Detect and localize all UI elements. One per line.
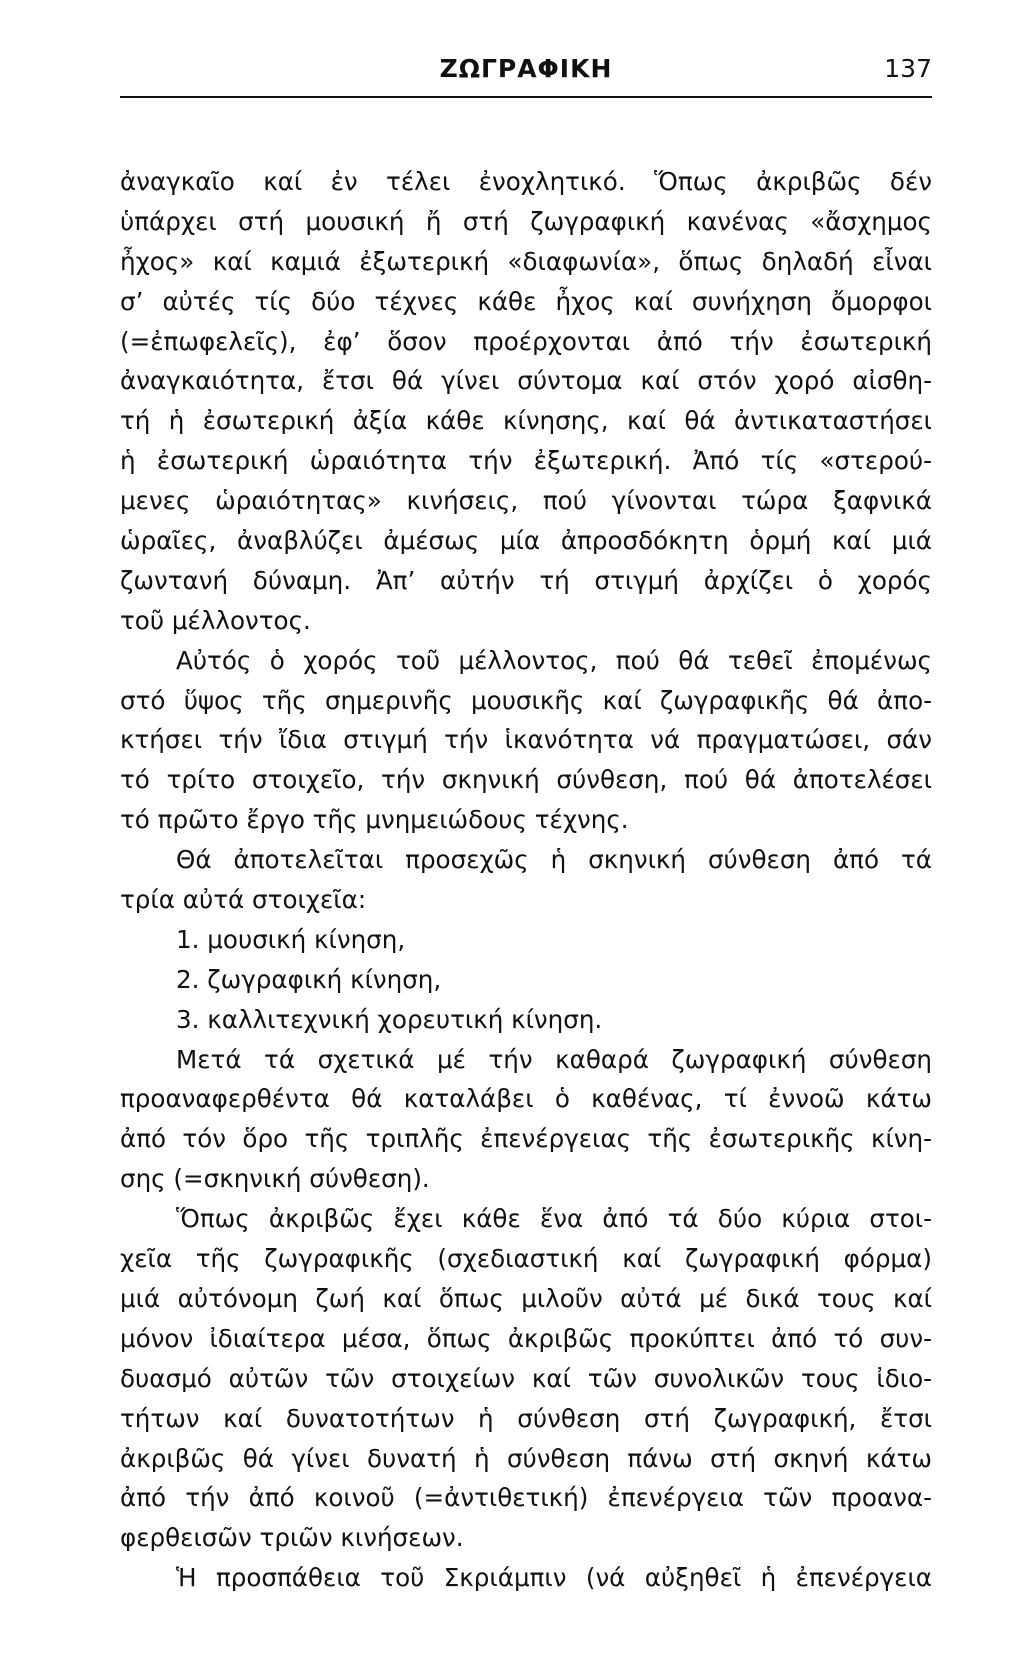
page-number: 137	[884, 54, 932, 83]
text-line: Ὅπως ἀκριβῶς ἔχει κάθε ἕνα ἀπό τά δύο κύρια στοι-	[176, 1204, 932, 1234]
text-line: (=ἐπωφελεῖς), ἐφ’ ὅσον προέρχονται ἀπό τήν ἐσωτερική	[120, 326, 932, 356]
running-head	[120, 46, 932, 98]
text-line: Αὐτός ὁ χορός τοῦ μέλλοντος, πού θά τεθεῖ ἐπομένως	[176, 645, 932, 675]
text-line: τό πρῶτο ἔργο τῆς μνημειώδους τέχνης.	[120, 805, 629, 835]
text-line: κτήσει τήν ἴδια στιγμή τήν ἱκανότητα νά πραγματώσει, σάν	[120, 725, 932, 755]
text-line: προαναφερθέντα θά καταλάβει ὁ καθένας, τί ἐννοῶ κάτω	[120, 1084, 932, 1114]
text-line: ὑπάρχει στή μουσική ἤ στή ζωγραφική κανένας «ἄσχημος	[120, 206, 932, 236]
text-line: μενες ὡραιότητας» κινήσεις, πού γίνονται τώρα ξαφνικά	[120, 486, 932, 516]
text-line: τή ἡ ἐσωτερική ἀξία κάθε κίνησης, καί θά ἀντικαταστήσει	[120, 406, 932, 436]
body-text	[120, 162, 932, 1598]
text-line: ἀκριβῶς θά γίνει δυνατή ἡ σύνθεση πάνω στή σκηνή κάτω	[120, 1443, 932, 1473]
text-line: ἡ ἐσωτερική ὡραιότητα τήν ἐξωτερική. Ἀπό τίς «στερού-	[120, 446, 932, 476]
text-line: χεῖα τῆς ζωγραφικῆς (σχεδιαστική καί ζωγραφική φόρμα)	[120, 1244, 932, 1274]
text-line: τήτων καί δυνατοτήτων ἡ σύνθεση στή ζωγραφική, ἔτσι	[120, 1403, 932, 1433]
text-line: Θά ἀποτελεῖται προσεχῶς ἡ σκηνική σύνθεση ἀπό τά	[176, 845, 932, 875]
text-line: ἀπό τήν ἀπό κοινοῦ (=ἀντιθετική) ἐπενέργεια τῶν προανα-	[120, 1483, 932, 1513]
text-line: στό ὕψος τῆς σημερινῆς μουσικῆς καί ζωγραφικῆς θά ἀπο-	[120, 685, 932, 715]
text-line: ἀναγκαιότητα, ἔτσι θά γίνει σύντομα καί στόν χορό αἰσθη-	[120, 366, 932, 396]
text-line: ἦχος» καί καμιά ἐξωτερική «διαφωνία», ὅπως δηλαδή εἶναι	[120, 246, 932, 276]
text-line: Μετά τά σχετικά μέ τήν καθαρά ζωγραφική σύνθεση	[176, 1044, 932, 1074]
text-line: μιά αὐτόνομη ζωή καί ὅπως μιλοῦν αὐτά μέ δικά τους καί	[120, 1283, 932, 1313]
text-line: τοῦ μέλλοντος.	[120, 605, 311, 635]
text-line: σης (=σκηνική σύνθεση).	[120, 1164, 430, 1194]
running-title: ΖΩΓΡΑΦΙΚΗ	[439, 54, 613, 83]
text-line: σ’ αὐτές τίς δύο τέχνες κάθε ἦχος καί συνήχηση ὄμορφοι	[120, 286, 932, 316]
text-line: ἀπό τόν ὅρο τῆς τριπλῆς ἐπενέργειας τῆς ἐσωτερικῆς κίνη-	[120, 1124, 932, 1154]
book-page	[120, 0, 932, 1653]
text-line: τρία αὐτά στοιχεῖα:	[120, 885, 367, 915]
list-item: 2. ζωγραφική κίνηση,	[176, 964, 442, 994]
list-item: 3. καλλιτεχνική χορευτική κίνηση.	[176, 1004, 603, 1034]
text-line: ζωντανή δύναμη. Ἀπ’ αὐτήν τή στιγμή ἀρχίζει ὁ χορός	[120, 565, 932, 595]
text-line: ἀναγκαῖο καί ἐν τέλει ἐνοχλητικό. Ὅπως ἀκριβῶς δέν	[120, 167, 932, 196]
list-item: 1. μουσική κίνηση,	[176, 924, 406, 954]
text-line: δυασμό αὐτῶν τῶν στοιχείων καί τῶν συνολικῶν τους ἰδιο-	[120, 1363, 932, 1393]
text-line: μόνον ἰδιαίτερα μέσα, ὅπως ἀκριβῶς προκύπτει ἀπό τό συν-	[120, 1323, 932, 1353]
text-line: τό τρίτο στοιχεῖο, τήν σκηνική σύνθεση, πού θά ἀποτελέσει	[120, 765, 932, 795]
text-line: ὡραῖες, ἀναβλύζει ἀμέσως μία ἀπροσδόκητη ὁρμή καί μιά	[120, 526, 932, 556]
text-line: φερθεισῶν τριῶν κινήσεων.	[120, 1523, 464, 1553]
text-line: Ἡ προσπάθεια τοῦ Σκριάμπιν (νά αὐξηθεῖ ἡ ἐπενέργεια	[176, 1563, 932, 1593]
